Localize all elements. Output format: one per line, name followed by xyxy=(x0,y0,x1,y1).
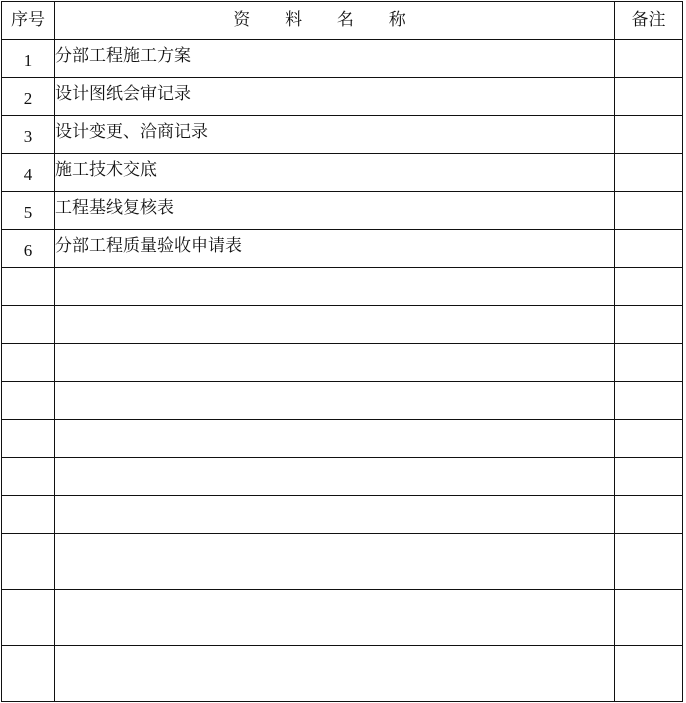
record-table xyxy=(1,1,683,702)
table-row xyxy=(2,116,683,154)
row-index: 3 xyxy=(23,127,33,146)
row-name-cell xyxy=(55,306,615,344)
row-name-cell xyxy=(55,496,615,534)
row-index-cell xyxy=(2,646,55,702)
row-note-cell xyxy=(615,382,683,420)
row-name-cell xyxy=(55,230,615,268)
table-row xyxy=(2,230,683,268)
row-note-cell xyxy=(615,154,683,192)
row-index: 2 xyxy=(23,89,33,108)
row-name-cell xyxy=(55,420,615,458)
row-index-cell xyxy=(2,268,55,306)
table-row xyxy=(2,420,683,458)
row-name-cell xyxy=(55,534,615,590)
row-index-cell xyxy=(2,496,55,534)
row-index: 1 xyxy=(23,51,33,70)
row-name-cell xyxy=(55,192,615,230)
table-body xyxy=(2,40,683,702)
row-note-cell xyxy=(615,420,683,458)
row-name: 设计图纸会审记录 xyxy=(55,84,191,104)
row-index-cell xyxy=(2,230,55,268)
row-name-cell xyxy=(55,590,615,646)
row-name-cell xyxy=(55,458,615,496)
row-name: 分部工程质量验收申请表 xyxy=(55,236,242,256)
row-note-cell xyxy=(615,534,683,590)
row-index-cell xyxy=(2,420,55,458)
table-row xyxy=(2,590,683,646)
table-row xyxy=(2,78,683,116)
row-note-cell xyxy=(615,230,683,268)
row-name-cell xyxy=(55,646,615,702)
row-name: 设计变更、洽商记录 xyxy=(55,122,208,142)
header-name xyxy=(55,2,615,40)
row-index-cell xyxy=(2,306,55,344)
row-note-cell xyxy=(615,344,683,382)
row-index-cell xyxy=(2,154,55,192)
row-name-cell xyxy=(55,268,615,306)
header-note: 备注 xyxy=(615,2,683,40)
row-index-cell xyxy=(2,458,55,496)
row-note-cell xyxy=(615,78,683,116)
row-index-cell xyxy=(2,344,55,382)
table-row xyxy=(2,154,683,192)
table-row xyxy=(2,646,683,702)
row-index-cell xyxy=(2,534,55,590)
row-note-cell xyxy=(615,590,683,646)
header-name-text: 资 料 名 称 xyxy=(233,10,406,30)
row-index: 4 xyxy=(23,165,33,184)
row-name-cell xyxy=(55,78,615,116)
table-row xyxy=(2,268,683,306)
row-index-cell xyxy=(2,40,55,78)
table-row xyxy=(2,496,683,534)
row-note-cell xyxy=(615,646,683,702)
row-name-cell xyxy=(55,40,615,78)
table-row xyxy=(2,382,683,420)
row-note-cell xyxy=(615,268,683,306)
row-note-cell xyxy=(615,306,683,344)
row-name-cell xyxy=(55,116,615,154)
row-index-cell xyxy=(2,382,55,420)
row-index-cell xyxy=(2,192,55,230)
row-note-cell xyxy=(615,496,683,534)
table-row xyxy=(2,534,683,590)
row-index-cell xyxy=(2,78,55,116)
header-index: 序号 xyxy=(2,2,55,40)
row-index-cell xyxy=(2,590,55,646)
row-index: 6 xyxy=(23,241,33,260)
row-name: 工程基线复核表 xyxy=(55,198,174,218)
table-row xyxy=(2,458,683,496)
table-row xyxy=(2,192,683,230)
row-note-cell xyxy=(615,116,683,154)
row-name-cell xyxy=(55,344,615,382)
table-header-row xyxy=(2,2,683,40)
row-name-cell xyxy=(55,154,615,192)
row-name: 分部工程施工方案 xyxy=(55,46,191,66)
row-name-cell xyxy=(55,382,615,420)
row-index: 5 xyxy=(23,203,33,222)
row-index-cell xyxy=(2,116,55,154)
row-note-cell xyxy=(615,192,683,230)
row-note-cell xyxy=(615,40,683,78)
table-row xyxy=(2,306,683,344)
row-note-cell xyxy=(615,458,683,496)
row-name: 施工技术交底 xyxy=(55,160,157,180)
table-row xyxy=(2,40,683,78)
table-row xyxy=(2,344,683,382)
